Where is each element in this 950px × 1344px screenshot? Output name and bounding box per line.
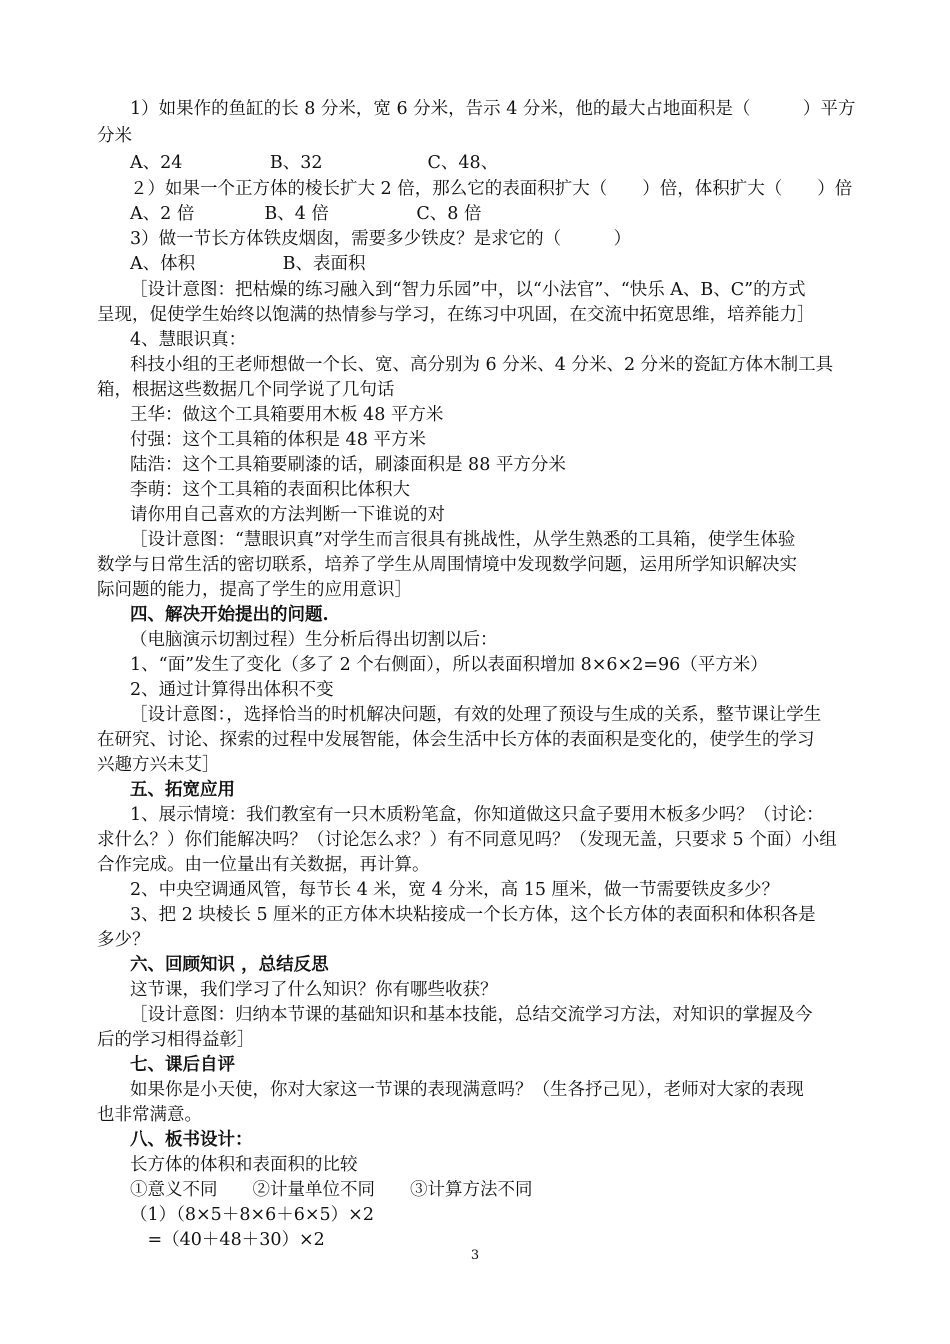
text-line: 1、展示情境：我们教室有一只木质粉笔盒，你知道做这只盒子要用木板多少吗？（讨论： (130, 805, 824, 825)
page-number: 3 (470, 1248, 480, 1263)
text-line: ［设计意图：，选择恰当的时机解决问题，有效的处理了预设与生成的关系，整节课让学生 (130, 705, 822, 725)
text-line: 合作完成。由一位量出有关数据，再计算。 (97, 855, 430, 875)
text-line: 这节课，我们学习了什么知识？你有哪些收获？ (130, 980, 498, 1000)
section-heading: 六、回顾知识 ，总结反思 (130, 955, 329, 975)
text-line: A、2 倍 B、4 倍 C、8 倍 (130, 204, 482, 224)
text-line: 也非常满意。 (97, 1105, 202, 1125)
text-line: 兴趣方兴未艾］ (97, 755, 220, 775)
text-line: 如果你是小天使，你对大家这一节课的表现满意吗？（生各抒己见），老师对大家的表现 (130, 1080, 804, 1100)
text-line: 请你用自己喜欢的方法判断一下谁说的对 (130, 505, 445, 525)
text-line: 箱，根据这些数据几个同学说了几句话 (97, 380, 395, 400)
text-line: ［设计意图：归纳本节课的基础知识和基本技能，总结交流学习方法，对知识的掌握及今 (130, 1005, 813, 1025)
text-line: 王华：做这个工具箱要用木板 48 平方米 (130, 405, 444, 425)
text-line: 求什么？）你们能解决吗？（讨论怎么求？）有不同意见吗？（发现无盖，只要求 5 个面）小组 (97, 830, 837, 850)
text-line: （电脑演示切割过程）生分析后得出切割以后： (130, 630, 498, 650)
text-line: ［设计意图：把枯燥的练习融入到“智力乐园”中，以“小法官”、“快乐 A、B、C”的方式 (130, 280, 806, 300)
text-line: 1、“面”发生了变化（多了 2 个右侧面），所以表面积增加 8×6×2=96（平方米） (130, 655, 768, 675)
text-line: 李萌：这个工具箱的表面积比体积大 (130, 480, 410, 500)
text-line: A、体积 B、表面积 (130, 254, 366, 274)
text-line: 3）做一节长方体铁皮烟囱，需要多少铁皮？是求它的（ ） (130, 229, 632, 249)
text-line: 1）如果作的鱼缸的长 8 分米，宽 6 分米，告示 4 分米，他的最大占地面积是（ ）平方 (130, 99, 856, 119)
text-line: 4、慧眼识真： (130, 330, 247, 350)
text-line: 呈现，促使学生始终以饱满的热情参与学习，在练习中巩固，在交流中拓宽思维，培养能力］ (97, 305, 815, 325)
text-line: 数学与日常生活的密切联系，培养了学生从周围情境中发现数学问题，运用所学知识解决实 (97, 555, 797, 575)
text-line: 2、中央空调通风管，每节长 4 米，宽 4 分米，高 15 厘米，做一节需要铁皮多少？ (130, 880, 780, 900)
section-heading: 五、拓宽应用 (130, 780, 235, 800)
text-line: A、24 B、32 C、48、 (130, 153, 499, 173)
section-heading: 四、解决开始提出的问题. (130, 605, 329, 625)
text-line: ［设计意图：“慧眼识真”对学生而言很具有挑战性，从学生熟悉的工具箱，使学生体验 (130, 530, 796, 550)
text-line: ２）如果一个正方体的棱长扩大 2 倍，那么它的表面积扩大（ ）倍，体积扩大（ ）倍 (130, 179, 853, 199)
text-line: 多少？ (97, 930, 150, 950)
text-line: 科技小组的王老师想做一个长、宽、高分别为 6 分米、4 分米、2 分米的瓷缸方体木制工具 (130, 355, 834, 375)
text-line: ①意义不同 ②计量单位不同 ③计算方法不同 (130, 1180, 533, 1200)
text-line: 长方体的体积和表面积的比较 (130, 1155, 358, 1175)
text-line: 2、通过计算得出体积不变 (130, 680, 334, 700)
text-line: 后的学习相得益彰］ (97, 1030, 255, 1050)
text-line: 陆浩：这个工具箱要刷漆的话，刷漆面积是 88 平方分米 (130, 455, 566, 475)
text-line: 3、把 2 块棱长 5 厘米的正方体木块粘接成一个长方体，这个长方体的表面积和体积各是 (130, 905, 816, 925)
text-line: 际问题的能力，提高了学生的应用意识］ (97, 580, 412, 600)
section-heading: 七、课后自评 (130, 1055, 235, 1075)
section-heading: 八、板书设计： (130, 1130, 253, 1150)
text-line: （1）（8×5＋8×6＋6×5）×2 (130, 1205, 374, 1225)
text-line: 付强：这个工具箱的体积是 48 平方米 (130, 430, 426, 450)
text-line: =（40＋48＋30）×2 (130, 1230, 325, 1250)
text-line: 在研究、讨论、探索的过程中发展智能，体会生活中长方体的表面积是变化的，使学生的学习 (97, 730, 815, 750)
text-line: 分米 (97, 126, 132, 146)
